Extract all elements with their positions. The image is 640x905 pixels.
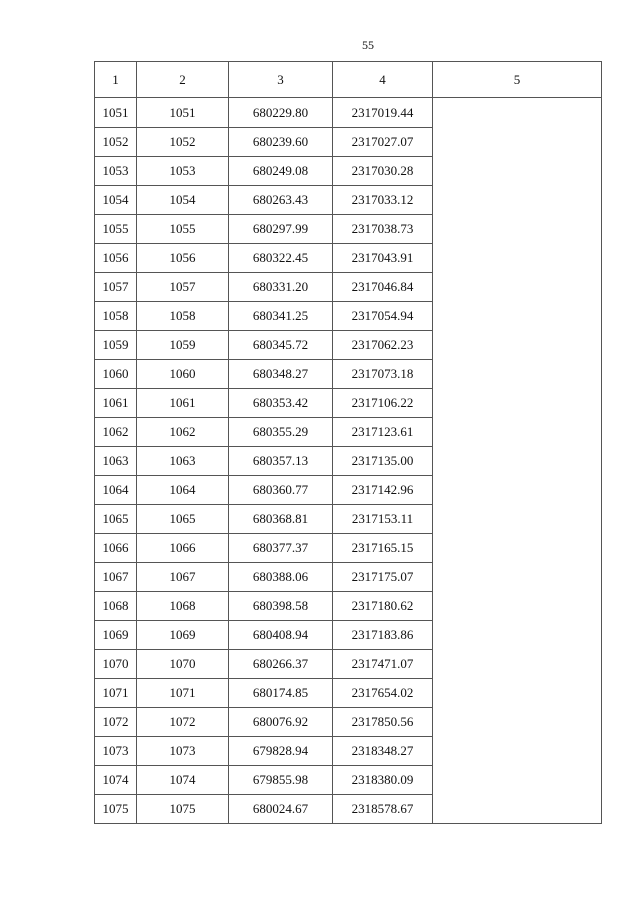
table-cell: 680408.94: [229, 621, 333, 650]
table-cell: 1075: [95, 795, 137, 824]
table-cell: 2317038.73: [333, 215, 433, 244]
table-cell: 1067: [95, 563, 137, 592]
table-cell: 680174.85: [229, 679, 333, 708]
table-cell: 2317183.86: [333, 621, 433, 650]
table-cell: 2317654.02: [333, 679, 433, 708]
table-cell: 1055: [95, 215, 137, 244]
table-cell: 1072: [95, 708, 137, 737]
table-cell: 680229.80: [229, 98, 333, 128]
table-cell: 1053: [95, 157, 137, 186]
table-cell: 2317142.96: [333, 476, 433, 505]
table-cell: 1060: [95, 360, 137, 389]
table-cell: 680266.37: [229, 650, 333, 679]
table-cell: 1052: [137, 128, 229, 157]
table-cell: 680249.08: [229, 157, 333, 186]
table-cell: 1072: [137, 708, 229, 737]
column-header: 1: [95, 62, 137, 98]
table-cell: 1062: [137, 418, 229, 447]
coordinates-table: [94, 61, 602, 824]
table-cell: 1062: [95, 418, 137, 447]
table-cell: 2318578.67: [333, 795, 433, 824]
table-cell: 1069: [95, 621, 137, 650]
column-header: 3: [229, 62, 333, 98]
table-cell: 1054: [137, 186, 229, 215]
table-cell: 1051: [95, 98, 137, 128]
table-cell: 1071: [95, 679, 137, 708]
table-cell: 680353.42: [229, 389, 333, 418]
table-cell: 1067: [137, 563, 229, 592]
header-row: [95, 62, 602, 98]
table-cell: 680388.06: [229, 563, 333, 592]
table-cell: 1058: [137, 302, 229, 331]
table-cell: 1073: [95, 737, 137, 766]
table-cell: 1058: [95, 302, 137, 331]
table-cell: 680355.29: [229, 418, 333, 447]
table-cell: 1065: [95, 505, 137, 534]
page-number: 55: [362, 38, 374, 52]
table-cell: 1052: [95, 128, 137, 157]
table-cell: 680024.67: [229, 795, 333, 824]
table-cell: 680322.45: [229, 244, 333, 273]
table-cell: 679828.94: [229, 737, 333, 766]
table-cell: 2318380.09: [333, 766, 433, 795]
table-cell: 680398.58: [229, 592, 333, 621]
table-cell: 1053: [137, 157, 229, 186]
table-cell: 680357.13: [229, 447, 333, 476]
table-cell: 1064: [95, 476, 137, 505]
notes-cell: [433, 98, 602, 824]
table-cell: 1068: [95, 592, 137, 621]
table-cell: 1075: [137, 795, 229, 824]
table-cell: 680263.43: [229, 186, 333, 215]
table-cell: 2317027.07: [333, 128, 433, 157]
table-cell: 2317123.61: [333, 418, 433, 447]
table-cell: 2317019.44: [333, 98, 433, 128]
table-cell: 1054: [95, 186, 137, 215]
table-cell: 1059: [95, 331, 137, 360]
table-cell: 1073: [137, 737, 229, 766]
table-cell: 2317471.07: [333, 650, 433, 679]
table-cell: 2317175.07: [333, 563, 433, 592]
table-cell: 1066: [137, 534, 229, 563]
table-cell: 2317046.84: [333, 273, 433, 302]
table-cell: 1057: [137, 273, 229, 302]
table-cell: 1074: [95, 766, 137, 795]
table-cell: 2317180.62: [333, 592, 433, 621]
table-cell: 680297.99: [229, 215, 333, 244]
table-cell: 2317073.18: [333, 360, 433, 389]
table-cell: 1063: [95, 447, 137, 476]
table-cell: 680239.60: [229, 128, 333, 157]
table-body: [95, 98, 602, 824]
table-cell: 1065: [137, 505, 229, 534]
column-header: 2: [137, 62, 229, 98]
table-cell: 2317850.56: [333, 708, 433, 737]
table-cell: 2317043.91: [333, 244, 433, 273]
table-row: [95, 98, 602, 128]
table-cell: 1061: [95, 389, 137, 418]
table-cell: 1055: [137, 215, 229, 244]
table-cell: 680341.25: [229, 302, 333, 331]
table-cell: 1074: [137, 766, 229, 795]
table-cell: 2317030.28: [333, 157, 433, 186]
table-cell: 1068: [137, 592, 229, 621]
table-cell: 1060: [137, 360, 229, 389]
table-cell: 1071: [137, 679, 229, 708]
table-cell: 680377.37: [229, 534, 333, 563]
table-cell: 2317106.22: [333, 389, 433, 418]
table-cell: 2317153.11: [333, 505, 433, 534]
table-cell: 1070: [137, 650, 229, 679]
table-cell: 1066: [95, 534, 137, 563]
table-cell: 2317062.23: [333, 331, 433, 360]
table-cell: 680348.27: [229, 360, 333, 389]
table-cell: 679855.98: [229, 766, 333, 795]
table-cell: 2317135.00: [333, 447, 433, 476]
table-cell: 1069: [137, 621, 229, 650]
table-cell: 680345.72: [229, 331, 333, 360]
table-cell: 1063: [137, 447, 229, 476]
table-cell: 1064: [137, 476, 229, 505]
column-header: 4: [333, 62, 433, 98]
column-header: 5: [433, 62, 602, 98]
table-cell: 2317054.94: [333, 302, 433, 331]
table-cell: 2318348.27: [333, 737, 433, 766]
table-cell: 1057: [95, 273, 137, 302]
table-cell: 680360.77: [229, 476, 333, 505]
table-cell: 2317033.12: [333, 186, 433, 215]
table-cell: 1056: [137, 244, 229, 273]
table-cell: 1059: [137, 331, 229, 360]
table-cell: 680331.20: [229, 273, 333, 302]
table-cell: 2317165.15: [333, 534, 433, 563]
table-cell: 1056: [95, 244, 137, 273]
table-cell: 1070: [95, 650, 137, 679]
table-cell: 1051: [137, 98, 229, 128]
table-cell: 680076.92: [229, 708, 333, 737]
table-cell: 680368.81: [229, 505, 333, 534]
table-cell: 1061: [137, 389, 229, 418]
